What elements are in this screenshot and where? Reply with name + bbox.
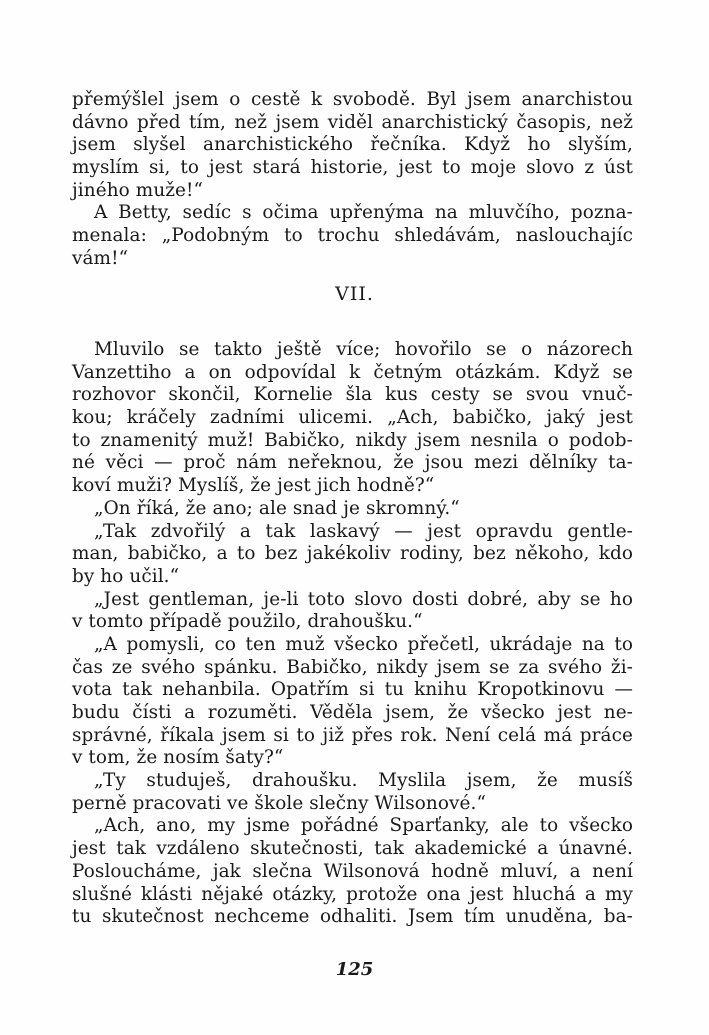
text-line: „Tak zdvořilý a tak laskavý — jest opravdu gentle- — [94, 520, 633, 542]
text-line: dávno před tím, než jsem viděl anarchistický časopis, než — [72, 111, 633, 133]
text-line: čas ze svého spánku. Babičko, nikdy jsem se za svého ži- — [72, 656, 633, 678]
text-line: v tomto případě použilo, drahoušku.“ — [72, 611, 423, 633]
page-number: 125 — [335, 959, 374, 980]
text-line: kou; kráčely zadními ulicemi. „Ach, babičko, jaký jest — [72, 407, 633, 429]
text-line: „On říká, že ano; ale snad je skromný.“ — [94, 497, 460, 519]
paragraph-block-top — [72, 89, 633, 271]
text-line: Posloucháme, jak slečna Wilsonová hodně mluví, a není — [72, 860, 633, 882]
text-line: jiného muže!“ — [72, 179, 204, 201]
text-line: man, babičko, a to bez jakékoliv rodiny, bez někoho, kdo — [72, 543, 633, 565]
text-line: „Ach, ano, my jsme pořádné Sparťanky, ale to všecko — [94, 815, 633, 837]
text-line: „Ty studuješ, drahoušku. Myslila jsem, že musíš — [94, 770, 633, 792]
text-line: tu skutečnost nechceme odhaliti. Jsem tím unuděna, ba- — [72, 906, 633, 928]
text-line: jest tak vzdáleno skutečnosti, tak akademické a únavné. — [72, 838, 633, 860]
text-line: slušné klásti nějaké otázky, protože ona jest hluchá a my — [72, 883, 633, 905]
text-line: koví muži? Myslíš, že jest jich hodně?“ — [72, 475, 435, 497]
text-line: jsem slyšel anarchistického řečníka. Když ho slyším, — [72, 134, 633, 156]
text-line: správné, říkala jsem si to již přes rok. Není celá má práce — [72, 724, 633, 746]
text-line: myslím si, to jest stará historie, jest to moje slovo z úst — [72, 157, 633, 179]
text-line: by ho učil.“ — [72, 565, 180, 587]
text-line: menala: „Podobným to trochu shledávám, naslouchajíc — [72, 225, 633, 247]
text-line: přemýšlel jsem o cestě k svobodě. Byl jsem anarchistou — [72, 89, 633, 110]
text-line: to znamenitý muž! Babičko, nikdy jsem nesnila o podob- — [72, 429, 633, 451]
text-line: „Jest gentleman, je-li toto slovo dosti dobré, aby se ho — [94, 588, 633, 610]
text-line: vám!“ — [72, 247, 129, 269]
text-line: Vanzettiho a on odpovídal k četným otázkám. Když se — [72, 361, 633, 383]
text-line: v tom, že nosím šaty?“ — [72, 747, 284, 769]
paragraph-block-main — [72, 339, 633, 929]
text-line: „A pomysli, co ten muž všecko přečetl, ukrádaje na to — [94, 633, 633, 655]
chapter-heading: VII. — [335, 283, 374, 305]
text-line: rozhovor skončil, Kornelie šla kus cesty se svou vnuč- — [72, 384, 633, 406]
text-line: Mluvilo se takto ještě více; hovořilo se o názorech — [94, 339, 633, 360]
text-line: né věci — proč nám neřeknou, že jsou mezi dělníky ta- — [72, 452, 633, 474]
text-line: budu čísti a rozuměti. Věděla jsem, že všecko jest ne- — [72, 702, 633, 723]
text-line: perně pracovati ve škole slečny Wilsonové.“ — [72, 792, 486, 814]
text-line: A Betty, sedíc s očima upřenýma na mluvčího, pozna- — [94, 202, 633, 224]
text-line: vota tak nehanbila. Opatřím si tu knihu Kropotkinovu — — [72, 679, 633, 701]
